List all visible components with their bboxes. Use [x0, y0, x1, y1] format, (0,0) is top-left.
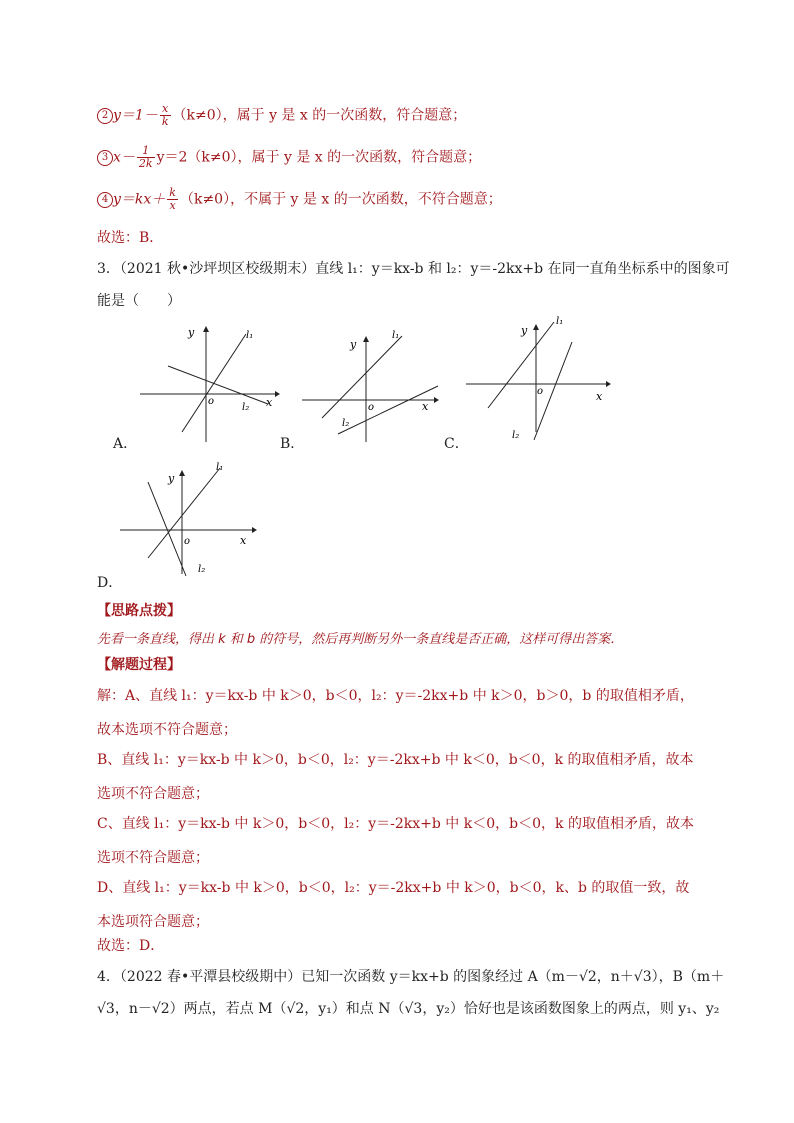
- solution-heading: 【解题过程】: [97, 657, 181, 673]
- solution-d: D、直线 l₁：y＝kx-b 中 k＞0，b＜0，l₂：y＝-2kx+b 中 k＞0，b＜0，k、b 的取值一致，故本选项符合题意；: [97, 880, 690, 930]
- circled-number: 2: [97, 108, 113, 124]
- solution-c: C、直线 l₁：y＝kx-b 中 k＞0，b＜0，l₂：y＝-2kx+b 中 k＜0，b＜0，k 的取值相矛盾，故本选项不符合题意；: [97, 816, 694, 866]
- svg-text:y: y: [521, 324, 528, 337]
- svg-text:x: x: [266, 396, 273, 409]
- option-a-label: A．: [113, 436, 138, 452]
- svg-text:o: o: [537, 386, 544, 397]
- item-4: 4 y＝kx＋ $\frac{k}{x}$ （k≠0），不属于 y 是 x 的一次函数，不符合题意；: [97, 187, 502, 212]
- graph-b: [302, 322, 442, 444]
- question-3-line-2: 能是（ ）: [97, 293, 181, 309]
- svg-text:l₂: l₂: [242, 402, 250, 413]
- svg-text:y: y: [188, 326, 195, 339]
- question-4-line-1: 4．（2022 春•平潭县校级期中）已知一次函数 y＝kx+b 的图象经过 A（m－√2，n＋√3），B（m＋: [97, 969, 725, 985]
- item-2: 2 y＝1－ $\frac{x}{k}$ （k≠0），属于 y 是 x 的一次函数，符合题意；: [97, 103, 466, 128]
- fraction: $\frac{1}{2k}$: [138, 144, 153, 170]
- solution-a: 解：A、直线 l₁：y＝kx-b 中 k＞0，b＜0，l₂：y＝-2kx+b 中 k＞0，b＞0，b 的取值相矛盾，故本选项不符合题意；: [97, 688, 694, 738]
- graph-d: [120, 458, 260, 578]
- svg-text:l₁: l₁: [392, 330, 400, 341]
- svg-text:x: x: [422, 400, 429, 413]
- svg-text:l₁: l₁: [246, 330, 254, 341]
- hint-text: 先看一条直线，得出 k 和 b 的符号，然后再判断另外一条直线是否正确，这样可得出答案．: [97, 632, 624, 647]
- answer-choice-1: 故选：B．: [97, 230, 164, 246]
- svg-text:l₂: l₂: [342, 418, 350, 429]
- svg-text:l₁: l₁: [216, 462, 224, 473]
- svg-text:x: x: [240, 534, 247, 547]
- option-c-label: C．: [444, 436, 469, 452]
- graph-a: [140, 322, 280, 444]
- svg-text:l₂: l₂: [198, 564, 206, 575]
- item-3: 3 x－ $\frac{1}{2k}$ y＝2（k≠0），属于 y 是 x 的一次函数，符合题意；: [97, 145, 481, 170]
- svg-text:o: o: [184, 536, 191, 547]
- svg-text:y: y: [168, 472, 175, 485]
- question-4-line-2: √3，n－√2）两点，若点 M（√2，y₁）和点 N（√3，y₂）恰好也是该函数图象上的两点，则 y₁、y₂: [97, 1001, 720, 1017]
- option-b-label: B．: [280, 436, 305, 452]
- option-d-label: D．: [97, 575, 123, 591]
- svg-text:l₁: l₁: [556, 316, 564, 327]
- svg-text:o: o: [208, 396, 215, 407]
- graph-c: [466, 312, 614, 444]
- circled-number: 4: [97, 192, 113, 208]
- hint-heading: 【思路点拨】: [97, 603, 181, 619]
- svg-text:x: x: [596, 390, 603, 403]
- fraction: $\frac{x}{k}$: [161, 102, 169, 128]
- svg-text:y: y: [350, 338, 357, 351]
- svg-text:l₂: l₂: [512, 430, 520, 441]
- answer-choice-2: 故选：D．: [97, 938, 165, 954]
- svg-text:o: o: [368, 402, 375, 413]
- circled-number: 3: [97, 150, 113, 166]
- question-3-line-1: 3．（2021 秋•沙坪坝区校级期末）直线 l₁：y＝kx-b 和 l₂：y＝-2kx+b 在同一直角坐标系中的图象可: [97, 261, 730, 277]
- fraction: $\frac{k}{x}$: [169, 186, 176, 212]
- solution-b: B、直线 l₁：y＝kx-b 中 k＞0，b＜0，l₂：y＝-2kx+b 中 k＜0，b＜0，k 的取值相矛盾，故本选项不符合题意；: [97, 752, 694, 802]
